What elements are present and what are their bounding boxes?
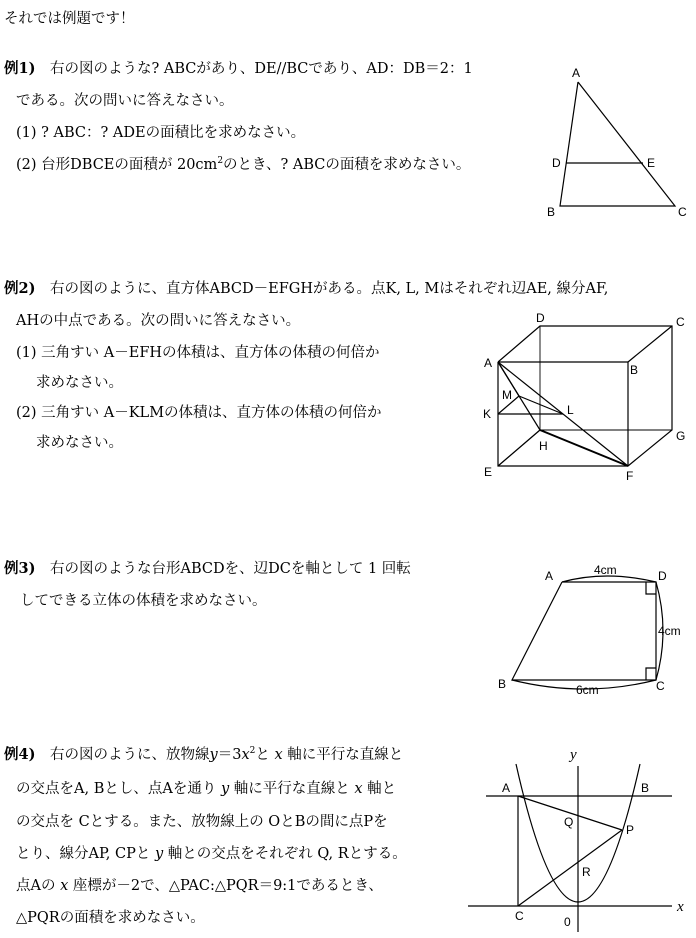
fig2-label-l: L bbox=[567, 403, 574, 417]
fig3-label-top: 4cm bbox=[594, 563, 617, 577]
fig3-label-bottom: 6cm bbox=[576, 683, 599, 697]
example-2-label: 例2) bbox=[4, 280, 36, 297]
fig2-label-g: G bbox=[676, 429, 686, 443]
fig4-label-p: P bbox=[626, 823, 635, 837]
example-1-line-1: 右の図のような? ABCがあり、DE//BCであり、AD：DB＝2：1 bbox=[50, 61, 473, 77]
example-2-question-1-cont: 求めなさい。 bbox=[36, 375, 123, 391]
fig2-label-h: H bbox=[539, 439, 548, 453]
fig2-label-k: K bbox=[483, 407, 492, 421]
example-1-line-2: である。次の問いに答えなさい。 bbox=[16, 93, 234, 109]
fig4-label-r: R bbox=[582, 865, 591, 879]
fig1-label-c: C bbox=[678, 205, 687, 219]
fig2-label-f: F bbox=[626, 469, 634, 483]
fig4-axis-x: x bbox=[677, 899, 684, 915]
example-3-label: 例3) bbox=[4, 560, 36, 577]
example-4-line-4: とり、線分AP, CPと y 軸との交点をそれぞれ Q, Rとする。 bbox=[16, 846, 407, 862]
example-1-label: 例1) bbox=[4, 60, 36, 77]
example-3-line-1: 右の図のような台形ABCDを、辺DCを軸として 1 回転 bbox=[50, 561, 411, 577]
fig3-label-b: B bbox=[498, 677, 507, 691]
figure-2-cuboid bbox=[498, 326, 672, 466]
fig2-label-a: A bbox=[484, 356, 493, 370]
fig4-label-c: C bbox=[515, 909, 524, 923]
fig4-label-origin: 0 bbox=[564, 915, 571, 929]
fig2-label-c: C bbox=[676, 315, 685, 329]
fig3-label-c: C bbox=[656, 679, 665, 693]
fig1-label-b: B bbox=[547, 205, 556, 219]
fig4-label-q: Q bbox=[564, 815, 574, 829]
fig4-label-b: B bbox=[641, 781, 650, 795]
fig3-label-d: D bbox=[658, 569, 667, 583]
fig3-label-right: 4cm bbox=[658, 624, 681, 638]
example-1-question-2: (2) 台形DBCEの面積が $20cm^2$のとき、? ABCの面積を求めなさい。 bbox=[16, 156, 471, 173]
intro-text: それでは例題です！ bbox=[4, 11, 135, 27]
fig2-label-d: D bbox=[536, 311, 545, 325]
example-2-line-1: 右の図のように、直方体ABCD－EFGHがある。点K, L, Mはそれぞれ辺AE, 線分AF, bbox=[50, 281, 609, 297]
fig3-label-a: A bbox=[545, 569, 554, 583]
fig2-label-m: M bbox=[502, 388, 512, 402]
example-2-line-2: AHの中点である。次の問いに答えなさい。 bbox=[16, 313, 301, 329]
fig4-axis-y: y bbox=[570, 747, 577, 763]
fig2-label-e: E bbox=[484, 465, 493, 479]
fig1-label-a: A bbox=[572, 66, 581, 80]
example-4-line-6: △PQRの面積を求めなさい。 bbox=[16, 910, 205, 926]
example-2-question-1: (1) 三角すい A－EFHの体積は、直方体の体積の何倍か bbox=[16, 345, 380, 361]
fig1-label-e: E bbox=[647, 156, 656, 170]
example-4-label: 例4) bbox=[4, 746, 36, 763]
figure-3-trapezoid bbox=[512, 576, 663, 689]
example-2-question-2: (2) 三角すい A－KLMの体積は、直方体の体積の何倍か bbox=[16, 405, 382, 421]
figure-1-triangle bbox=[560, 82, 675, 206]
example-4-line-5: 点Aの x 座標が－2で、△PAC:△PQR＝9:1であるとき、 bbox=[16, 878, 383, 894]
fig1-label-d: D bbox=[552, 156, 561, 170]
example-2-question-2-cont: 求めなさい。 bbox=[36, 435, 123, 451]
example-4-line-2: の交点をA, Bとし、点Aを通り y 軸に平行な直線と x 軸と bbox=[16, 781, 397, 797]
example-4-line-3: の交点を Cとする。また、放物線上の OとBの間に点Pを bbox=[16, 814, 388, 830]
example-1-question-1: (1) ? ABC：? ADEの面積比を求めなさい。 bbox=[16, 125, 306, 141]
example-3-line-2: してできる立体の体積を求めなさい。 bbox=[20, 593, 267, 609]
fig2-label-b: B bbox=[630, 363, 639, 377]
example-4-line-1: 右の図のように、放物線$y=3x^2$と x 軸に平行な直線と bbox=[50, 746, 404, 763]
fig4-label-a: A bbox=[502, 781, 511, 795]
